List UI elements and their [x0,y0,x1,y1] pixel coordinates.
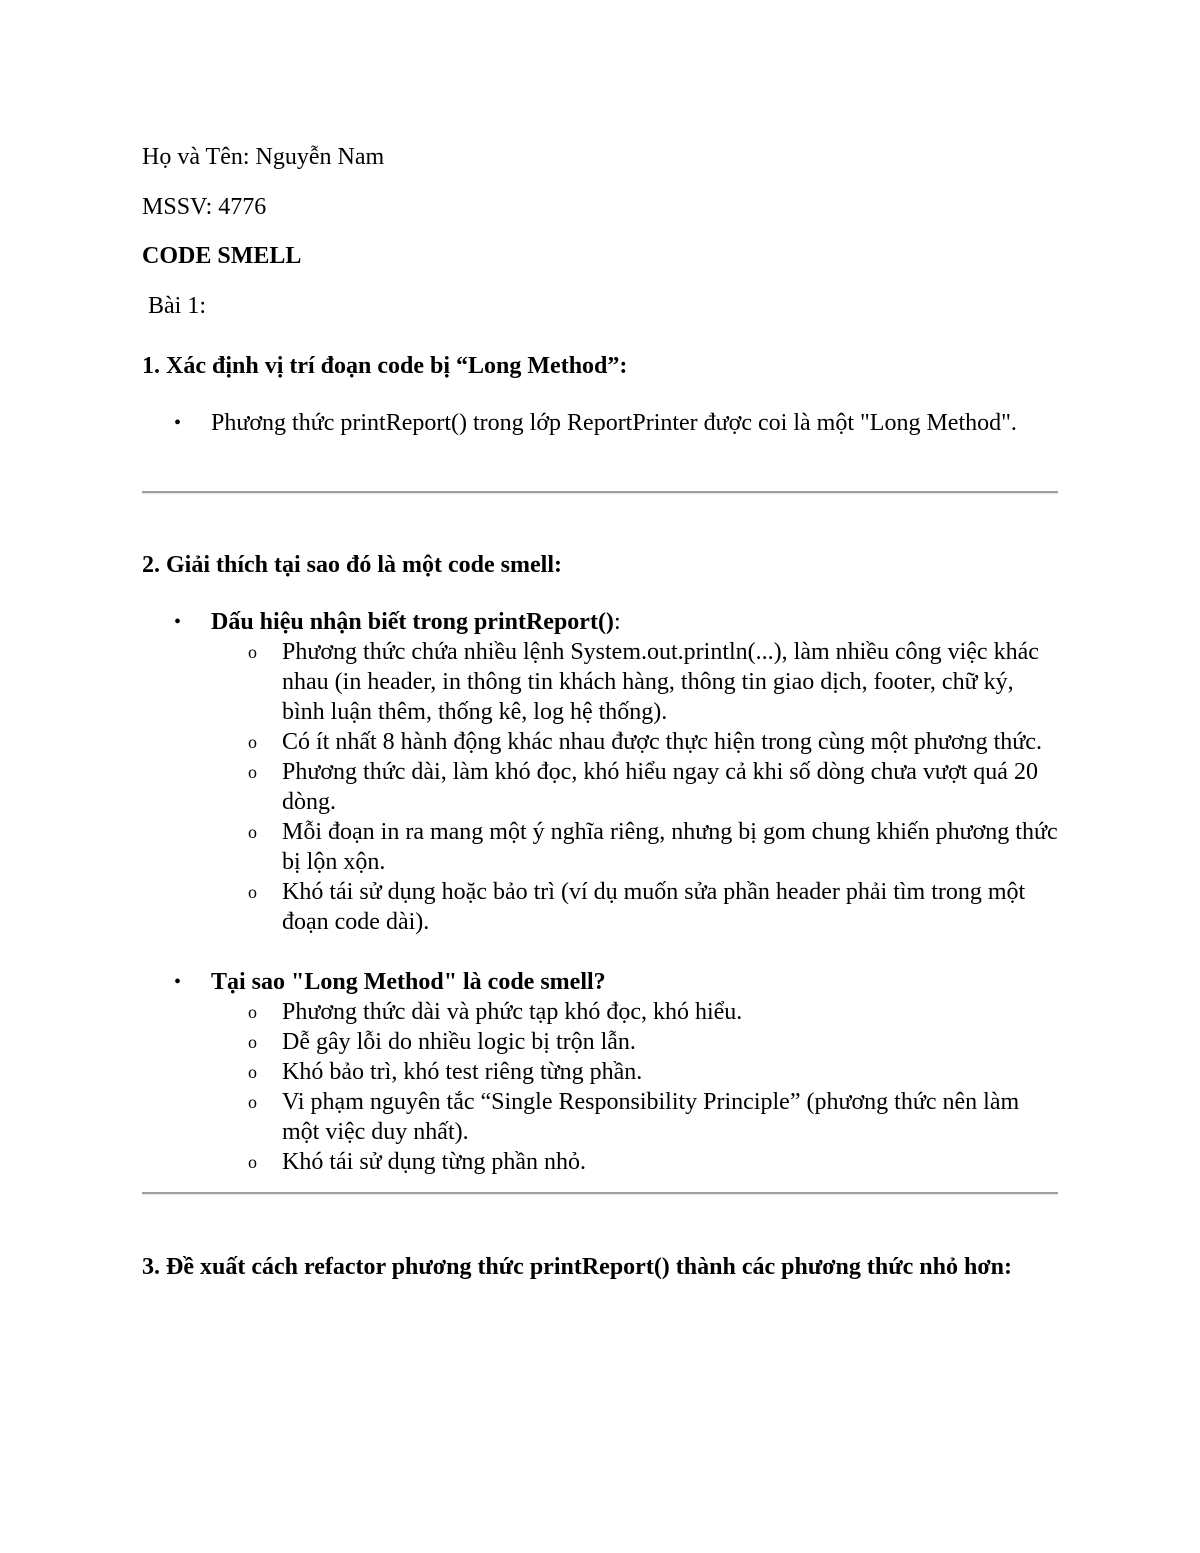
list-item: • Dấu hiệu nhận biết trong printReport(): [174,609,621,635]
sub-list [142,997,1062,1177]
sub-list-item: o Khó bảo trì, khó test riêng từng phần. [248,1059,643,1085]
group-title: Tại sao "Long Method" là code smell? [211,969,606,995]
sub-list-item: o Mỗi đoạn in ra mang một ý nghĩa riêng, nhưng bị gom chung khiến phương thức bị lộn xộn. [248,819,1058,875]
circle-bullet-icon: o [248,1032,257,1052]
list-item-text: Phương thức printReport() trong lớp ReportPrinter được coi là một "Long Method". [211,410,1017,436]
sub-list-item: o Khó tái sử dụng hoặc bảo trì (ví dụ muốn sửa phần header phải tìm trong một đoạn code dài). [248,879,1026,935]
circle-bullet-icon: o [248,882,257,902]
circle-bullet-icon: o [248,1152,257,1172]
student-id: MSSV: 4776 [142,194,267,220]
document-title: CODE SMELL [142,243,302,269]
sub-list-item: o Khó tái sử dụng từng phần nhỏ. [248,1149,586,1175]
sub-list-item: o Phương thức dài, làm khó đọc, khó hiểu ngay cả khi số dòng chưa vượt quá 20 dòng. [248,759,1038,815]
sub-list-item: o Vi phạm nguyên tắc “Single Responsibility Principle” (phương thức nên làm một việc duy nhất). [248,1089,1020,1145]
group-title: Dấu hiệu nhận biết trong printReport() [211,609,614,635]
circle-bullet-icon: o [248,1002,257,1022]
sub-list-item: o Có ít nhất 8 hành động khác nhau được thực hiện trong cùng một phương thức. [248,729,1042,755]
circle-bullet-icon: o [248,732,257,752]
student-name: Họ và Tên: Nguyễn Nam [142,144,385,170]
bullet-icon: • [174,971,182,993]
horizontal-divider [142,1192,1058,1195]
circle-bullet-icon: o [248,1092,257,1112]
bullet-icon: • [174,412,182,434]
section1-heading: 1. Xác định vị trí đoạn code bị “Long Method”: [142,353,628,379]
sub-list-item: o Phương thức dài và phức tạp khó đọc, khó hiểu. [248,999,743,1025]
bullet-icon: • [174,611,182,633]
sub-list [142,637,1062,937]
section2-heading: 2. Giải thích tại sao đó là một code smell: [142,552,562,578]
section3-heading: 3. Đề xuất cách refactor phương thức printReport() thành các phương thức nhỏ hơn: [142,1254,1012,1280]
sub-list-item: o Phương thức chứa nhiều lệnh System.out.println(...), làm nhiều công việc khác nhau (in header, in thông tin khách hàng, thông tin giao dịch, footer, chữ ký, bình luận thêm, thống kê, log hệ thống). [248,639,1039,725]
circle-bullet-icon: o [248,642,257,662]
sub-list-item: o Dễ gây lỗi do nhiều logic bị trộn lẫn. [248,1029,636,1055]
horizontal-divider [142,491,1058,494]
list-item [142,408,1062,438]
list-item [142,967,1062,997]
exercise-label: Bài 1: [148,293,206,319]
circle-bullet-icon: o [248,762,257,782]
circle-bullet-icon: o [248,1062,257,1082]
circle-bullet-icon: o [248,822,257,842]
